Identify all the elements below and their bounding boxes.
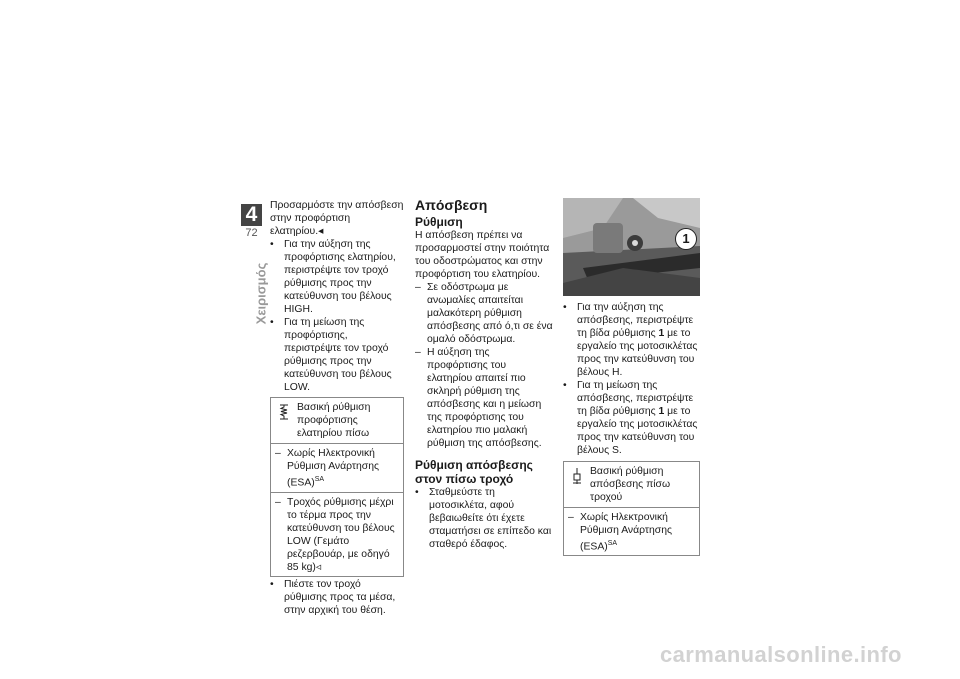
column-3 xyxy=(563,301,700,556)
bullet-icon: • xyxy=(563,380,567,391)
spec-box-header xyxy=(271,398,403,444)
chapter-number: 4 xyxy=(241,204,262,226)
spec-box-header xyxy=(564,462,699,508)
intro-text: Προσαρμόστε την απόσβεση στην προφόρτιση ελατηρίου.◂ xyxy=(270,200,404,237)
spec-item: – Τροχός ρύθμισης μέχρι το τέρμα προς την κατεύθυνση του βέλους LOW (Γεμάτο ρεζερβουάρ, με οδηγό 85 kg)◃ xyxy=(275,497,395,574)
column-2 xyxy=(415,197,553,551)
chapter-title: Χειρισμός xyxy=(253,262,269,325)
spec-box-title: Βασική ρύθμιση προφόρτισης ελατηρίου πίσω xyxy=(297,402,371,439)
spec-box xyxy=(270,397,404,577)
bullet-icon: • xyxy=(270,317,274,328)
list-item: • Πιέστε τον τροχό ρύθμισης προς τα μέσα, στην αρχική του θέση. xyxy=(270,579,396,617)
spec-item: – Χωρίς Ηλεκτρονική Ρύθμιση Ανάρτησης (ESA)$^{SA}$ xyxy=(568,512,672,553)
damper-icon xyxy=(572,468,582,484)
end-mark-icon: ◃ xyxy=(315,562,322,574)
column-1 xyxy=(270,199,404,617)
bullet-icon: • xyxy=(415,487,419,498)
bullet-icon: • xyxy=(563,302,567,313)
subsection-heading: Ρύθμιση απόσβεσης στον πίσω τροχό xyxy=(415,458,533,486)
bullet-icon: • xyxy=(270,579,274,591)
list-item: • Για τη μείωση της προφόρτισης, περιστρέψτε τον τροχό ρύθμισης προς την κατεύθυνση του βέλους LOW. xyxy=(270,317,392,393)
end-mark-icon: ◂ xyxy=(318,226,324,237)
paragraph: Η απόσβεση πρέπει να προσαρμοστεί στην ποιότητα του οδοστρώματος και στην προφόρτιση του ελατηρίου. xyxy=(415,230,550,280)
spec-box xyxy=(563,461,700,556)
spec-box-title: Βασική ρύθμιση απόσβεσης πίσω τροχού xyxy=(590,466,671,503)
list-item: – Η αύξηση της προφόρτισης του ελατηρίου απαιτεί πιο σκληρή ρύθμιση της απόσβεσης και η μείωση της προφόρτισης του ελατηρίου πιο μαλακή ρύθμιση της απόσβεσης. xyxy=(415,347,542,449)
footer-watermark: carmanualsonline.info xyxy=(660,642,902,667)
suspension-photo xyxy=(563,198,700,296)
list-item: – Σε οδόστρωμα με ανωμαλίες απαιτείται μαλακότερη ρύθμιση απόσβεσης από ό,τι σε ένα ομαλό οδόστρωμα. xyxy=(415,282,553,345)
page-number: 72 xyxy=(245,227,258,239)
list-item: • Για την αύξηση της προφόρτισης ελατηρίου, περιστρέψτε τον τροχό ρύθμισης προς την κατεύθυνση του βέλους HIGH. xyxy=(270,239,396,315)
list-item: • Σταθμεύστε τη μοτοσικλέτα, αφού βεβαιωθείτε ότι έχετε σταματήσει σε επίπεδο και σταθερό έδαφος. xyxy=(415,487,552,550)
bullet-icon: • xyxy=(270,239,274,250)
spec-item: – Χωρίς Ηλεκτρονική Ρύθμιση Ανάρτησης (ESA)$^{SA}$ xyxy=(275,448,379,489)
callout-marker: 1 xyxy=(675,228,697,250)
list-item: • Για την αύξηση της απόσβεσης, περιστρέψτε τη βίδα ρύθμισης 1 με το εργαλείο της μοτοσικλέτας προς την κατεύθυνση του βέλους H. xyxy=(563,302,698,378)
subsection-heading: Ρύθμιση xyxy=(415,215,463,229)
spring-icon xyxy=(279,404,289,420)
section-heading: Απόσβεση xyxy=(415,197,488,213)
list-item: • Για τη μείωση της απόσβεσης, περιστρέψτε τη βίδα ρύθμισης 1 με το εργαλείο της μοτοσικλέτας προς την κατεύθυνση του βέλους S. xyxy=(563,380,698,456)
